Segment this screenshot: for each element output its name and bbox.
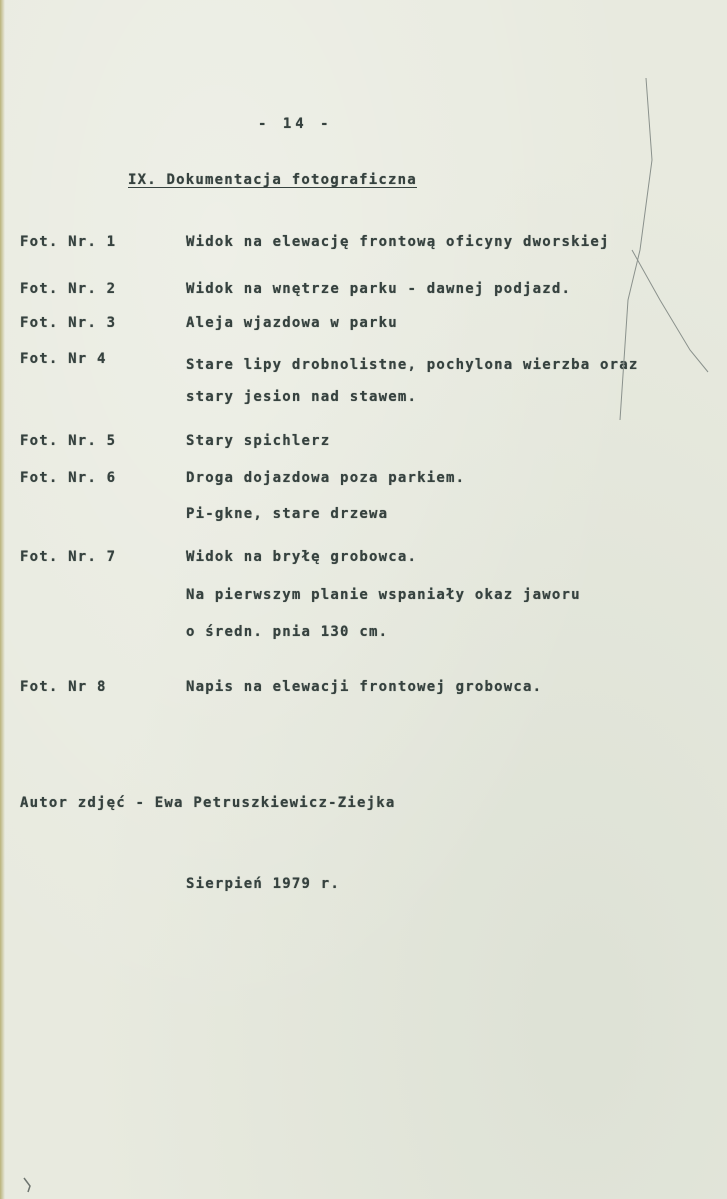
photo-description-3: Aleja wjazdowa w parku	[186, 315, 398, 331]
photo-description-2: Widok na wnętrze parku - dawnej podjazd.	[186, 281, 572, 297]
photo-label-7: Fot. Nr. 7	[20, 549, 117, 565]
photo-label-8: Fot. Nr 8	[20, 679, 107, 695]
photo-label-6: Fot. Nr. 6	[20, 470, 117, 486]
page-number: - 14 -	[258, 116, 333, 132]
photo-label-5: Fot. Nr. 5	[20, 433, 117, 449]
photo-label-4: Fot. Nr 4	[20, 351, 107, 367]
photo-description-4-line-2: stary jesion nad stawem.	[186, 389, 418, 405]
photo-description-4-line-1: Stare lipy drobnolistne, pochylona wierzba oraz	[186, 357, 639, 373]
photo-author-credit: Autor zdjęć - Ewa Petruszkiewicz-Ziejka	[20, 795, 396, 811]
photo-description-1: Widok na elewację frontową oficyny dworskiej	[186, 234, 610, 250]
photo-description-7-line-3: o średn. pnia 130 cm.	[186, 624, 389, 640]
photo-description-6-line-2: Pi-gkne, stare drzewa	[186, 506, 389, 522]
photo-label-1: Fot. Nr. 1	[20, 234, 117, 250]
photo-label-3: Fot. Nr. 3	[20, 315, 117, 331]
document-date: Sierpień 1979 r.	[186, 876, 341, 892]
photo-description-7-line-1: Widok na bryłę grobowca.	[186, 549, 418, 565]
photo-description-5: Stary spichlerz	[186, 433, 331, 449]
section-title: IX. Dokumentacja fotograficzna	[128, 172, 417, 188]
photo-description-6-line-1: Droga dojazdowa poza parkiem.	[186, 470, 466, 486]
photo-description-7-line-2: Na pierwszym planie wspaniały okaz jaworu	[186, 587, 581, 603]
photo-label-2: Fot. Nr. 2	[20, 281, 117, 297]
photo-description-8: Napis na elewacji frontowej grobowca.	[186, 679, 543, 695]
